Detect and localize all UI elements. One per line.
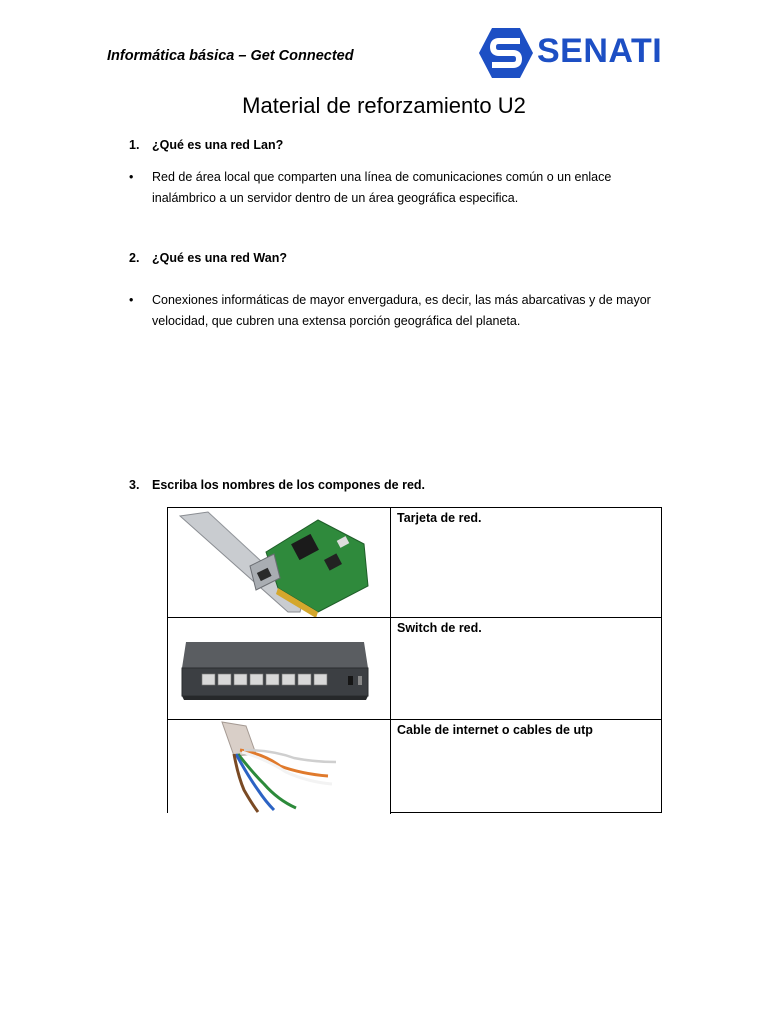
question-1-number: 1. — [129, 138, 140, 152]
answer-2 — [129, 290, 669, 332]
component-label: Switch de red. — [397, 621, 482, 635]
question-3-number: 3. — [129, 478, 140, 492]
senati-logo — [479, 27, 669, 79]
table-row — [168, 508, 661, 618]
question-1 — [129, 138, 283, 152]
table-row — [168, 618, 661, 720]
question-3 — [129, 478, 425, 492]
bullet-mark: • — [129, 293, 134, 307]
network-switch-icon — [168, 618, 390, 719]
question-2 — [129, 251, 287, 265]
answer-1 — [129, 167, 669, 209]
senati-logo-text: SENATI — [537, 32, 663, 70]
utp-cable-image — [168, 720, 391, 814]
course-header: Informática básica – Get Connected — [107, 48, 354, 64]
question-2-number: 2. — [129, 251, 140, 265]
bullet-mark: • — [129, 170, 134, 184]
question-3-text: Escriba los nombres de los compones de red. — [152, 478, 425, 492]
network-card-icon — [168, 508, 390, 617]
network-card-image — [168, 508, 391, 617]
senati-logo-icon — [479, 27, 533, 79]
answer-1-text: Red de área local que comparten una línea de comunicaciones común o un enlace inalámbrico a un servidor dentro de un área geográfica especifica. — [152, 170, 612, 205]
network-switch-image — [168, 618, 391, 719]
question-2-text: ¿Qué es una red Wan? — [152, 251, 287, 265]
document-title: Material de reforzamiento U2 — [242, 93, 526, 118]
components-table — [167, 507, 662, 813]
component-label: Tarjeta de red. — [397, 511, 482, 525]
table-row — [168, 720, 661, 814]
answer-2-text: Conexiones informáticas de mayor envergadura, es decir, las más abarcativas y de mayor velocidad, que cubren una extensa porción geográfica del planeta. — [152, 293, 651, 328]
utp-cable-icon — [168, 720, 390, 813]
component-label: Cable de internet o cables de utp — [397, 723, 593, 737]
question-1-text: ¿Qué es una red Lan? — [152, 138, 284, 152]
